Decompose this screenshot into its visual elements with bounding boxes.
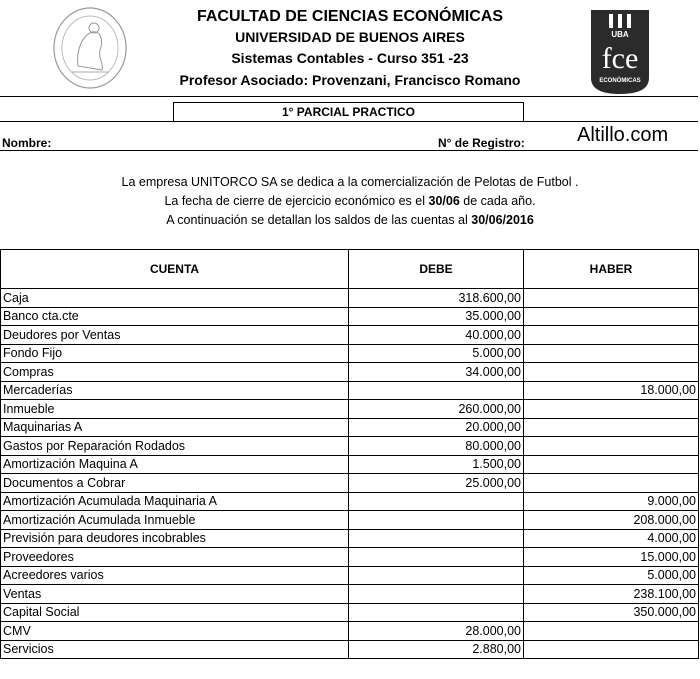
debe-cell: 20.000,00 <box>349 418 524 437</box>
registro-label: N° de Registro: <box>438 136 525 150</box>
haber-cell <box>524 307 699 326</box>
debe-cell <box>349 529 524 548</box>
account-cell: Acreedores varios <box>1 566 349 585</box>
university-seal-logo <box>52 6 128 90</box>
account-cell: Capital Social <box>1 603 349 622</box>
table-row <box>1 381 699 400</box>
account-cell: Amortización Maquina A <box>1 455 349 474</box>
haber-cell: 4.000,00 <box>524 529 699 548</box>
haber-cell <box>524 289 699 308</box>
account-cell: Amortización Acumulada Inmueble <box>1 511 349 530</box>
table-row <box>1 326 699 345</box>
name-divider <box>0 121 698 122</box>
haber-cell: 238.100,00 <box>524 585 699 604</box>
logo-sub-text: ECONÓMICAS <box>599 78 641 84</box>
debe-cell: 34.000,00 <box>349 363 524 382</box>
faculty-title: FACULTAD DE CIENCIAS ECONÓMICAS <box>196 8 504 25</box>
table-row <box>1 289 699 308</box>
table-row <box>1 363 699 382</box>
table-row <box>1 418 699 437</box>
debe-cell <box>349 566 524 585</box>
intro-line-1: La empresa UNITORCO SA se dedica a la comercialización de Pelotas de Futbol . <box>121 175 579 189</box>
debe-cell <box>349 381 524 400</box>
table-row <box>1 566 699 585</box>
intro-divider <box>0 150 698 151</box>
haber-cell: 5.000,00 <box>524 566 699 585</box>
watermark-text: Altillo.com <box>577 124 669 146</box>
table-row <box>1 511 699 530</box>
debe-cell: 2.880,00 <box>349 640 524 659</box>
haber-cell <box>524 363 699 382</box>
fce-logo <box>589 8 651 96</box>
intro-line-2 <box>0 194 700 208</box>
logo-uba-text: UBA <box>611 30 629 39</box>
account-cell: Ventas <box>1 585 349 604</box>
haber-cell: 208.000,00 <box>524 511 699 530</box>
account-cell: Deudores por Ventas <box>1 326 349 345</box>
professor-title: Profesor Asociado: Provenzani, Francisco Romano <box>179 72 521 88</box>
account-cell: Documentos a Cobrar <box>1 474 349 493</box>
haber-cell <box>524 344 699 363</box>
balance-table <box>0 249 699 659</box>
debe-cell: 25.000,00 <box>349 474 524 493</box>
table-row <box>1 603 699 622</box>
account-cell: Compras <box>1 363 349 382</box>
account-cell: CMV <box>1 622 349 641</box>
intro-line-2-bold: 30/06 <box>428 194 460 208</box>
header-debe: DEBE <box>349 250 524 289</box>
debe-cell: 1.500,00 <box>349 455 524 474</box>
intro-line-3-pre: A continuación se detallan los saldos de las cuentas al <box>166 213 472 227</box>
debe-cell <box>349 585 524 604</box>
haber-cell: 350.000,00 <box>524 603 699 622</box>
university-title: UNIVERSIDAD DE BUENOS AIRES <box>235 29 465 45</box>
debe-cell <box>349 492 524 511</box>
table-row <box>1 585 699 604</box>
haber-cell: 18.000,00 <box>524 381 699 400</box>
table-row <box>1 529 699 548</box>
header-divider <box>0 96 698 97</box>
debe-cell: 5.000,00 <box>349 344 524 363</box>
account-cell: Servicios <box>1 640 349 659</box>
table-row <box>1 344 699 363</box>
account-cell: Amortización Acumulada Maquinaria A <box>1 492 349 511</box>
table-row <box>1 622 699 641</box>
haber-cell <box>524 326 699 345</box>
haber-cell <box>524 640 699 659</box>
haber-cell <box>524 437 699 456</box>
intro-line-3 <box>0 213 700 227</box>
table-row <box>1 437 699 456</box>
debe-cell: 28.000,00 <box>349 622 524 641</box>
account-cell: Caja <box>1 289 349 308</box>
table-row <box>1 474 699 493</box>
header-haber: HABER <box>524 250 699 289</box>
table-row <box>1 455 699 474</box>
course-title: Sistemas Contables - Curso 351 -23 <box>231 50 469 66</box>
account-cell: Proveedores <box>1 548 349 567</box>
debe-cell <box>349 548 524 567</box>
haber-cell <box>524 455 699 474</box>
table-row <box>1 400 699 419</box>
account-cell: Fondo Fijo <box>1 344 349 363</box>
debe-cell: 35.000,00 <box>349 307 524 326</box>
intro-line-2-post: de cada año. <box>459 194 536 208</box>
account-cell: Banco cta.cte <box>1 307 349 326</box>
name-label: Nombre: <box>2 136 52 150</box>
exam-title: 1° PARCIAL PRACTICO <box>173 102 524 122</box>
intro-line-3-bold: 30/06/2016 <box>471 213 534 227</box>
table-row <box>1 307 699 326</box>
haber-cell <box>524 474 699 493</box>
intro-line-2-pre: La fecha de cierre de ejercicio económico es el <box>164 194 429 208</box>
haber-cell: 9.000,00 <box>524 492 699 511</box>
table-row <box>1 492 699 511</box>
debe-cell <box>349 511 524 530</box>
table-row <box>1 548 699 567</box>
account-cell: Maquinarias A <box>1 418 349 437</box>
haber-cell: 15.000,00 <box>524 548 699 567</box>
debe-cell: 40.000,00 <box>349 326 524 345</box>
debe-cell: 80.000,00 <box>349 437 524 456</box>
logo-fce-text: fce <box>601 42 639 75</box>
table-row <box>1 640 699 659</box>
debe-cell: 318.600,00 <box>349 289 524 308</box>
account-cell: Mercaderías <box>1 381 349 400</box>
haber-cell <box>524 418 699 437</box>
account-cell: Inmueble <box>1 400 349 419</box>
debe-cell <box>349 603 524 622</box>
table-header-row <box>1 250 699 289</box>
account-cell: Gastos por Reparación Rodados <box>1 437 349 456</box>
debe-cell: 260.000,00 <box>349 400 524 419</box>
haber-cell <box>524 400 699 419</box>
haber-cell <box>524 622 699 641</box>
header-cuenta: CUENTA <box>1 250 349 289</box>
account-cell: Previsión para deudores incobrables <box>1 529 349 548</box>
